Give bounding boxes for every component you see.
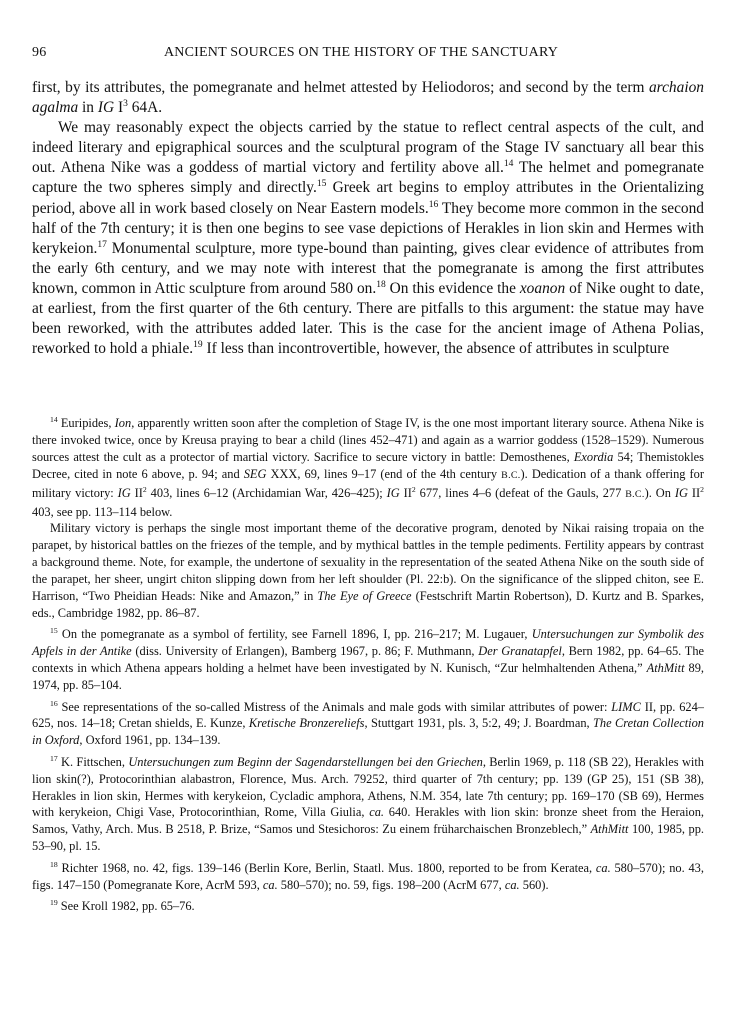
footnote-number: 14 [50, 415, 58, 425]
italic-title: IG [386, 485, 400, 500]
italic-title: SEG [243, 466, 267, 481]
italic-title: IG [674, 485, 688, 500]
text-run: They become more common in the second half of the 7th century; it is then one begins to see vase depictions of Herakles in lion skin and Hermes with kerykeion. [32, 199, 704, 257]
footnote-ref-17[interactable]: 17 [97, 238, 107, 250]
text-run: 580–570); no. 59, figs. 198–200 (AcrM 677, [277, 877, 505, 892]
footnote-number: 18 [50, 859, 58, 869]
text-run: , Berlin 1969, p. 118 (SB 22), Herakles with lion skin(?), Protocorinthian alabastron, Florence, Mus. Arch. 79252, third quarter of 7th century; pp. 139 (GP 25), 151 (SB 38), Herakles in lion skin, Hermes with kerykeion, Cycladic amphora, Athens, N.M. 354, late 7th century; pp. 169–170 (SB 69), Hermes with kerykeion, Chigi Vase, Protocorinthian, Rome, Villa Giulia, [32, 754, 704, 820]
italic-title: Exordia [573, 449, 614, 464]
italic-title: Kretische Bronzereliefs [248, 716, 365, 731]
text-run: The helmet and pomegranate capture the two spheres simply and directly. [32, 159, 704, 197]
text-run: On this evidence the [385, 279, 520, 297]
italic-title: The Eye of Greece [317, 589, 412, 604]
text-run: , Oxford 1961, pp. 134–139. [79, 733, 221, 748]
paragraph-continued [32, 78, 704, 118]
footnote-19 [32, 898, 704, 915]
text-run: 54; Themistokles Decree, cited in note 6 above, p. 94; and [32, 449, 704, 481]
text-run: first, by its attributes, the pomegranate and helmet attested by Heliodoros; and second by the term [32, 79, 649, 96]
superscript: 2 [700, 484, 704, 494]
superscript: 3 [123, 98, 128, 110]
footnote-15 [32, 626, 704, 694]
text-run: , Stuttgart 1931, pls. 3, 5:2, 49; J. Boardman, [364, 716, 594, 731]
text-run: , apparently written soon after the completion of Stage IV, is the one most important literary source. Athena Nike is there invoked twice, once by Kreusa praying to bear a child (lines 452–471) and again as a warrior goddess (1528–1529). Numerous sources attest the cult as a protector of martial victory. Sacrifice to secure victory in battle: Demosthenes, [32, 416, 704, 464]
text-run: ). Dedication of a thank offering for military victory: [32, 466, 704, 500]
italic-term: xoanon [519, 279, 566, 297]
italic-title: AthMitt [646, 661, 685, 676]
italic-abbrev: ca. [369, 805, 385, 820]
text-run: On the pomegranate as a symbol of fertility, see Farnell 1896, I, pp. 216–217; M. Lugauer, [57, 627, 532, 642]
italic-title: AthMitt [590, 822, 629, 837]
text-run: We may reasonably expect the objects carried by the statue to reflect central aspects of the cult, and indeed literary and epigraphical sources and the sculptural program of the Stage IV sanctuary all bear this out. Athena Nike was a goddess of martial victory and fertility above all. [32, 119, 704, 177]
superscript: 2 [411, 484, 416, 494]
footnote-17 [32, 754, 704, 855]
footnote-ref-15[interactable]: 15 [316, 178, 327, 190]
text-run: 89, 1974, pp. 85–104. [32, 661, 704, 693]
text-run: Military victory is perhaps the single most important theme of the decorative program, denoted by Nikai raising tropaia on the parapet, by historical battles on the friezes of the temple, and by mythical battles in the temple pediments. Fertility appears by contrast a background theme. Note, for example, the undertone of sexuality in the representation of the seated Athena Nike on the south side of the parapet, her sheer, ungirt chiton slipping down from her left shoulder (Pl. 22:b). On the significance of the slipped chiton, see E. Harrison, “Two Pheidian Heads: Nike and Amazon,” in [32, 521, 704, 604]
text-run: 580–570); no. 43, figs. 147–150 (Pomegranate Kore, AcrM 593, [32, 860, 704, 892]
paragraph-attributes [32, 118, 704, 359]
text-run: , Bern 1982, pp. 64–65. The contexts in which Athena appears holding a helmet have been investigated by N. Kunisch, “Zur helmhaltenden Athena,” [32, 644, 705, 676]
main-text [32, 78, 704, 359]
text-run: XXX, 69, lines 9–17 (end of the 4th century [266, 466, 502, 481]
text-run: II, pp. 624–625, nos. 14–18; Cretan shields, E. Kunze, [32, 699, 704, 731]
italic-title: Untersuchungen zum Beginn der Sagendarstellungen bei den Griechen [128, 754, 483, 769]
superscript: 2 [142, 484, 147, 494]
text-run: 640. Herakles with lion skin: bronze sheet from the Heraion, Samos, Vathy, Arch. Mus. B 2518, P. Brize, “Samos und Stesichoros: Zu einem früharchaischen Bronzeblech,” [32, 805, 705, 837]
footnotes [32, 415, 704, 915]
small-caps: B.C. [625, 488, 645, 500]
footnote-ref-19[interactable]: 19 [193, 339, 203, 351]
italic-term: archaion agalma [32, 79, 704, 117]
text-run: 677, lines 4–6 (defeat of the Gauls, 277 [415, 485, 626, 500]
text-run: II [130, 485, 143, 500]
footnote-16 [32, 699, 704, 750]
italic-title: LIMC [611, 699, 641, 714]
footnote-ref-14[interactable]: 14 [503, 158, 514, 170]
text-run: Richter 1968, no. 42, figs. 139–146 (Berlin Kore, Berlin, Staatl. Mus. 1800, reported to be from Keratea, [57, 860, 596, 875]
footnote-number: 19 [50, 898, 58, 908]
text-run: See Kroll 1982, pp. 65–76. [57, 898, 195, 913]
text-run: II [687, 485, 701, 500]
text-run: (Festschrift Martin Robertson), D. Kurtz and B. Sparkes, eds., Cambridge 1982, pp. 86–87. [32, 589, 704, 620]
text-run: Greek art begins to employ attributes in the Orientalizing period, above all in work based closely on Near Eastern models. [32, 179, 704, 217]
text-run: See representations of the so-called Mistress of the Animals and male gods with similar attributes of power: [57, 699, 612, 714]
text-run: K. Fittschen, [57, 754, 129, 769]
footnote-ref-18[interactable]: 18 [376, 279, 386, 291]
footnote-number: 17 [50, 753, 58, 763]
text-run: in [78, 99, 98, 117]
footnote-number: 16 [50, 698, 58, 708]
italic-title: The Cretan Collection in Oxford [32, 716, 705, 748]
page-number: 96 [32, 45, 47, 60]
footnote-ref-16[interactable]: 16 [428, 198, 439, 210]
text-run: 64A. [127, 99, 163, 117]
text-run: Euripides, [57, 416, 115, 430]
footnote-14 [32, 415, 704, 520]
italic-title: IG [117, 485, 131, 500]
italic-title: Der Granatapfel [478, 644, 562, 659]
footnote-number: 15 [50, 626, 58, 636]
italic-abbrev: ca. [504, 877, 520, 892]
footnote-14-continued [32, 520, 704, 621]
text-run: 100, 1985, pp. 53–90, pl. 15. [32, 822, 704, 854]
text-run: II [399, 485, 412, 500]
text-run: 560). [519, 877, 549, 892]
running-title: ANCIENT SOURCES ON THE HISTORY OF THE SANCTUARY [164, 45, 559, 60]
text-run: 403, lines 6–12 (Archidamian War, 426–425); [146, 485, 387, 500]
text-run: ). On [644, 485, 675, 500]
text-run: of Nike ought to date, at earliest, from the first quarter of the 6th century. There are pitfalls to this argument: the statue may have been reworked, with the attributes added later. This is the case for the ancient image of Athena Polias, reworked to hold a phiale. [32, 279, 704, 358]
text-run: If less than incontrovertible, however, the absence of attributes in sculpture [202, 340, 670, 358]
text-run: 403, see pp. 113–114 below. [32, 504, 173, 519]
italic-term: IG [97, 99, 115, 117]
small-caps: B.C. [501, 469, 521, 481]
text-run: Monumental sculpture, more type-bound than painting, gives clear evidence of attributes from the early 6th century, and we may note with interest that the pomegranate is among the first attributes known, common in Attic sculpture from around 580 on. [32, 239, 704, 297]
italic-title: Ion [114, 416, 132, 430]
italic-title: Untersuchungen zur Symbolik des Apfels in der Antike [32, 627, 705, 659]
text-run: I [114, 99, 124, 117]
italic-abbrev: ca. [262, 877, 278, 892]
italic-abbrev: ca. [595, 860, 611, 875]
text-run: (diss. University of Erlangen), Bamberg 1967, p. 86; F. Muthmann, [131, 644, 479, 659]
footnote-18 [32, 860, 704, 894]
